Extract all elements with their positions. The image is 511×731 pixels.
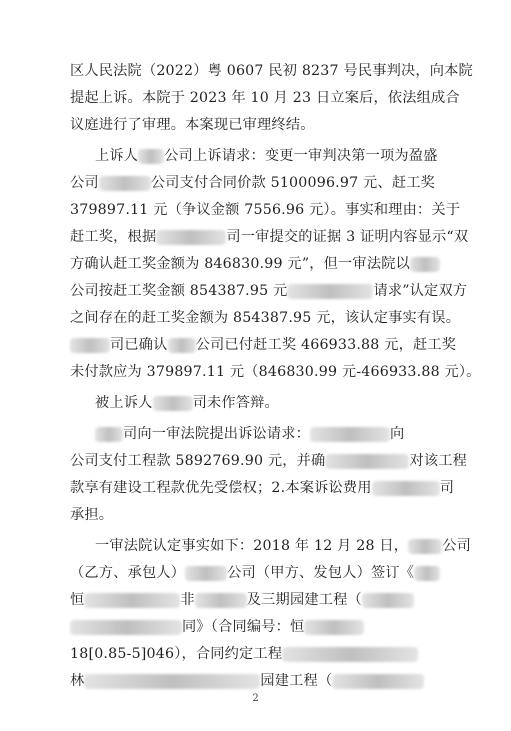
text-line-21 [70, 618, 511, 636]
text-span: 公司按赶工奖金额 854387.95 元 [70, 283, 288, 299]
redaction-blur [304, 620, 364, 635]
text-line-7 [70, 228, 511, 246]
text-span: 公司 [70, 175, 99, 191]
text-line-13 [95, 394, 511, 412]
text-line-9 [70, 282, 511, 300]
text-span: 林 [70, 673, 85, 689]
text-span: 非 [180, 592, 195, 608]
redaction-blur [325, 454, 409, 469]
text-span: 公司支付工程款 5892769.90 元，并确 [70, 453, 326, 469]
redaction-blur [84, 593, 180, 608]
text-line-23 [70, 672, 511, 690]
text-span: 向 [390, 426, 405, 442]
redaction-blur [99, 176, 151, 191]
redaction-blur [362, 593, 414, 608]
text-span: 公司支付合同价款 5100096.97 元、赶工奖 [150, 175, 435, 191]
text-span: 之间存在的赶工奖金额为 854387.95 元，该认定事实有误。 [70, 310, 461, 326]
text-span: 379897.11 元（争议金额 7556.96 元）。事实和理由：关于 [70, 202, 461, 218]
redaction-blur [195, 593, 247, 608]
text-span: 一审法院认定事实如下：2018 年 12 月 28 日， [95, 538, 409, 554]
text-span: 款享有建设工程款优先受偿权；2.本案诉讼费用 [70, 480, 372, 496]
redaction-blur [332, 674, 424, 689]
page-number: 2 [252, 693, 259, 704]
text-line-16 [70, 479, 511, 497]
text-line-17 [70, 506, 511, 524]
redaction-blur [84, 674, 260, 689]
text-line-11 [70, 336, 511, 354]
text-line-15 [70, 452, 511, 470]
redaction-blur [185, 566, 227, 581]
text-span: 方确认赶工奖金额为 846830.99 元”，但一审法院以 [70, 256, 410, 272]
text-span: 公司 [442, 538, 471, 554]
redaction-blur [153, 396, 193, 411]
redaction-blur [410, 257, 440, 272]
text-span: 公司已付赶工奖 466933.88 元，赶工奖 [195, 337, 457, 353]
text-line-22 [70, 645, 511, 663]
text-span: 及三期园建工程（ [246, 592, 362, 608]
redaction-blur [287, 284, 373, 299]
text-span: 园建工程（ [260, 673, 333, 689]
text-span: 司 [439, 480, 455, 496]
text-span: 请求”认定双方 [373, 283, 468, 299]
text-line-18 [95, 537, 511, 555]
text-span: 司已确认 [110, 337, 168, 353]
redaction-blur [408, 539, 442, 554]
text-line-3 [70, 116, 511, 134]
text-span: 司一审提交的证据 3 证明内容显示“双 [226, 229, 469, 245]
text-span: 未付款应为 379897.11 元（846830.99 元-466933.88 元）。 [70, 364, 481, 380]
text-line-10 [70, 309, 511, 327]
text-line-5 [70, 174, 511, 192]
text-line-1 [70, 62, 511, 80]
redaction-blur [168, 338, 196, 353]
text-span: 赶工奖，根据 [70, 229, 157, 245]
redaction-blur [310, 427, 390, 442]
text-span: 公司上诉请求：变更一审判决第一项为盈盛 [164, 148, 438, 164]
text-line-19 [70, 564, 511, 582]
text-span: 对该工程 [409, 453, 467, 469]
redaction-blur [372, 481, 440, 496]
redaction-blur [138, 149, 164, 164]
text-span: 同》（合同编号：恒 [182, 619, 305, 635]
text-span: 司向一审法院提出诉讼请求： [123, 426, 311, 442]
text-line-12 [70, 363, 511, 381]
text-line-14 [95, 425, 511, 443]
redaction-blur [414, 566, 440, 581]
text-line-6 [70, 201, 511, 219]
text-span: 恒 [70, 592, 85, 608]
redaction-blur [70, 338, 110, 353]
text-line-2 [70, 89, 511, 107]
text-span: 提起上诉。本院于 2023 年 10 月 23 日立案后，依法组成合 [70, 90, 460, 106]
text-span: 议庭进行了审理。本案现已审理终结。 [70, 117, 315, 133]
text-span: 上诉人 [95, 148, 139, 164]
text-span: 18[0.85-5]046），合同约定工程 [70, 646, 283, 662]
redaction-blur [282, 647, 418, 662]
text-line-8 [70, 255, 511, 273]
text-span: （乙方、承包人） [70, 565, 186, 581]
text-span: 被上诉人 [95, 395, 153, 411]
text-span: 公司（甲方、发包人）签订《 [227, 565, 415, 581]
text-span: 司未作答辩。 [192, 395, 279, 411]
redaction-blur [70, 620, 182, 635]
text-span: 承担。 [70, 507, 114, 523]
redaction-blur [156, 230, 226, 245]
redaction-blur [95, 427, 123, 442]
text-line-20 [70, 591, 511, 609]
text-span: 区人民法院（2022）粤 0607 民初 8237 号民事判决，向本院 [70, 63, 473, 79]
text-line-4 [95, 147, 511, 165]
